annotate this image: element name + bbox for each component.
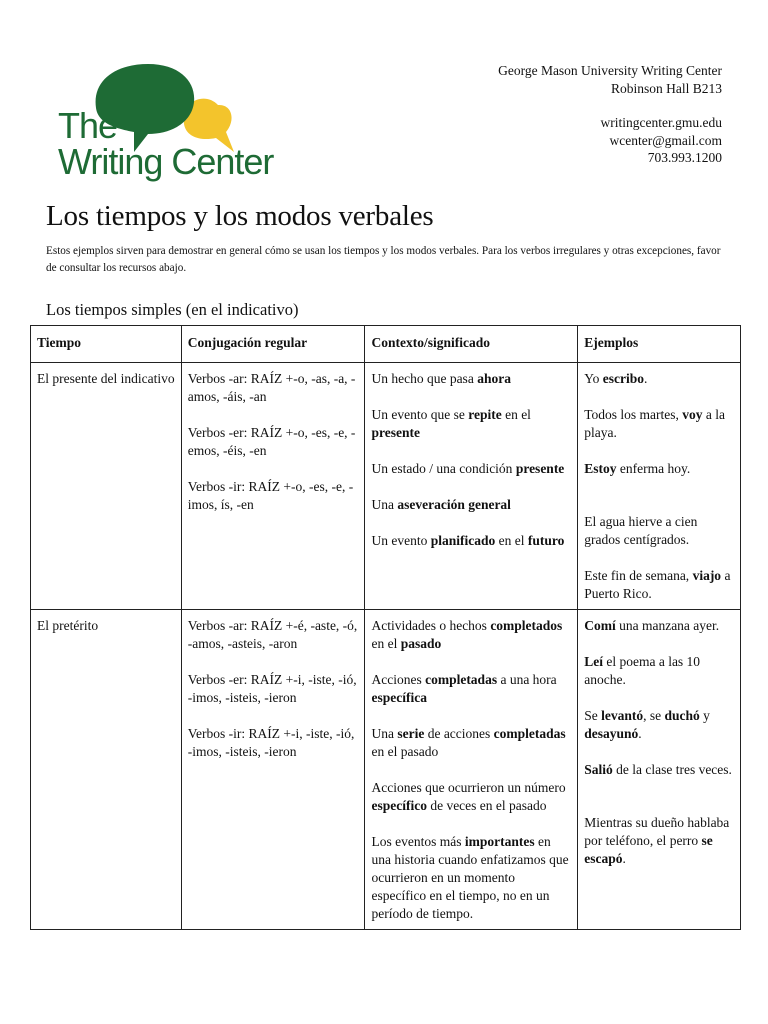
text: a la playa. [584, 407, 726, 440]
bold-text: específica [371, 690, 427, 705]
text: Un hecho que pasa [371, 371, 478, 386]
text: a una hora [497, 672, 557, 687]
context-item [371, 496, 571, 514]
text: una manzana ayer. [615, 618, 720, 633]
column-header-contexto: Contexto/significado [365, 326, 578, 363]
writing-center-logo [56, 60, 288, 190]
example-item [584, 460, 734, 478]
cell-tiempo: El presente del indicativo [31, 363, 182, 610]
verb-tenses-table [30, 325, 741, 930]
example-item [584, 567, 734, 603]
bold-text: escribo [602, 371, 644, 386]
text: Este fin de semana, [584, 568, 693, 583]
logo-text-line-2: Writing Center [58, 141, 274, 182]
table-header-row [31, 326, 741, 363]
cell-conjugacion [181, 610, 365, 930]
bold-text: presente [371, 425, 420, 440]
cell-conjugacion [181, 363, 365, 610]
text: . [622, 851, 626, 866]
example-item [584, 513, 734, 549]
text: en el pasado [371, 744, 439, 759]
contact-room: Robinson Hall B213 [610, 80, 722, 96]
column-header-conjugacion: Conjugación regular [181, 326, 365, 363]
intro-paragraph: Estos ejemplos sirven para demostrar en general cómo se usan los tiempos y los modos verbales. Para los verbos irregulares y otras excepciones, favor de consultar los recursos abajo. [46, 245, 721, 274]
text: . [638, 726, 642, 741]
example-item [584, 814, 734, 868]
text: Una [371, 497, 398, 512]
context-item [371, 671, 571, 707]
bold-text: aseveración general [397, 497, 511, 512]
conjugation-rule: Verbos -ar: RAÍZ +-o, -as, -a, -amos, -áis, -an [187, 371, 356, 404]
text: Un evento [371, 533, 431, 548]
bold-text: completados [490, 618, 563, 633]
context-item [371, 406, 571, 442]
cell-contexto [365, 610, 578, 930]
text: Se [584, 708, 602, 723]
text: a Puerto Rico. [584, 568, 731, 601]
text: enferma hoy. [616, 461, 691, 476]
bold-text: Leí [584, 654, 603, 669]
bold-text: futuro [527, 533, 565, 548]
text: Los eventos más [371, 834, 465, 849]
contact-org: George Mason University Writing Center [498, 63, 722, 78]
section-title: Los tiempos simples (en el indicativo) [46, 300, 299, 319]
bold-text: pasado [400, 636, 442, 651]
text: Yo [584, 371, 603, 386]
context-item [371, 779, 571, 815]
example-item [584, 653, 734, 689]
bold-text: completadas [425, 672, 498, 687]
contact-block [498, 62, 722, 167]
context-item [371, 370, 571, 388]
text: Un estado / una condición [371, 461, 516, 476]
table-row [31, 610, 741, 930]
text: y [699, 708, 710, 723]
bold-text: duchó [664, 708, 700, 723]
text: el poema a las 10 anoche. [584, 654, 701, 687]
bold-text: ahora [477, 371, 511, 386]
bold-text: específico [371, 798, 427, 813]
cell-ejemplos [578, 610, 741, 930]
bold-text: se escapó [584, 833, 713, 866]
bold-text: serie [397, 726, 425, 741]
bold-text: viajo [692, 568, 722, 583]
bold-text: planificado [430, 533, 496, 548]
example-item [584, 370, 734, 388]
text: Mientras su dueño hablaba por teléfono, el perro [584, 815, 730, 848]
context-item [371, 617, 571, 653]
text: Una [371, 726, 398, 741]
text: de la clase tres veces. [612, 762, 732, 777]
column-header-tiempo: Tiempo [31, 326, 182, 363]
text: Acciones [371, 672, 426, 687]
table-row [31, 363, 741, 610]
bold-text: Salió [584, 762, 613, 777]
text: Un evento que se [371, 407, 469, 422]
bold-text: repite [468, 407, 502, 422]
text: Acciones que ocurrieron un número [371, 780, 566, 795]
contact-phone: 703.993.1200 [647, 150, 722, 165]
bold-text: desayunó [584, 726, 639, 741]
text: de acciones [424, 726, 494, 741]
text: en el [371, 636, 401, 651]
text: de veces en el pasado [426, 798, 547, 813]
cell-contexto [365, 363, 578, 610]
contact-email-link[interactable]: wcenter@gmail.com [609, 132, 722, 148]
conjugation-rule: Verbos -er: RAÍZ +-o, -es, -e, -emos, -éis, -en [187, 425, 356, 458]
cell-tiempo: El pretérito [31, 610, 182, 930]
text: . [644, 371, 648, 386]
bold-text: voy [682, 407, 703, 422]
page-title: Los tiempos y los modos verbales [46, 200, 434, 232]
bold-text: presente [515, 461, 565, 476]
text: en el [495, 533, 528, 548]
bold-text: importantes [464, 834, 535, 849]
text: , se [643, 708, 665, 723]
bold-text: Comí [584, 618, 616, 633]
example-item [584, 406, 734, 442]
conjugation-rule: Verbos -ir: RAÍZ +-o, -es, -e, -imos, ís, -en [187, 479, 354, 512]
cell-ejemplos [578, 363, 741, 610]
bold-text: Estoy [584, 461, 617, 476]
context-item [371, 725, 571, 761]
context-item [371, 532, 571, 550]
text: en el [501, 407, 531, 422]
conjugation-rule: Verbos -er: RAÍZ +-i, -iste, -ió, -imos, -isteis, -ieron [187, 672, 357, 705]
text: El agua hierve a cien grados centígrados. [584, 514, 698, 547]
conjugation-rule: Verbos -ar: RAÍZ +-é, -aste, -ó, -amos, -asteis, -aron [187, 618, 358, 651]
conjugation-rule: Verbos -ir: RAÍZ +-i, -iste, -ió, -imos, -isteis, -ieron [187, 726, 355, 759]
example-item [584, 707, 734, 743]
example-item [584, 761, 734, 779]
context-item [371, 833, 571, 923]
context-item [371, 460, 571, 478]
text: Todos los martes, [584, 407, 683, 422]
text: Actividades o hechos [371, 618, 491, 633]
column-header-ejemplos: Ejemplos [578, 326, 741, 363]
contact-website-link[interactable]: writingcenter.gmu.edu [600, 115, 722, 130]
logo-text-line-1: The [58, 105, 118, 146]
example-item [584, 617, 734, 635]
bold-text: levantó [601, 708, 644, 723]
text: en una historia cuando enfatizamos que ocurrieron en un momento específico en el tiempo, no en un período de tiempo. [371, 834, 569, 921]
bold-text: completadas [493, 726, 566, 741]
